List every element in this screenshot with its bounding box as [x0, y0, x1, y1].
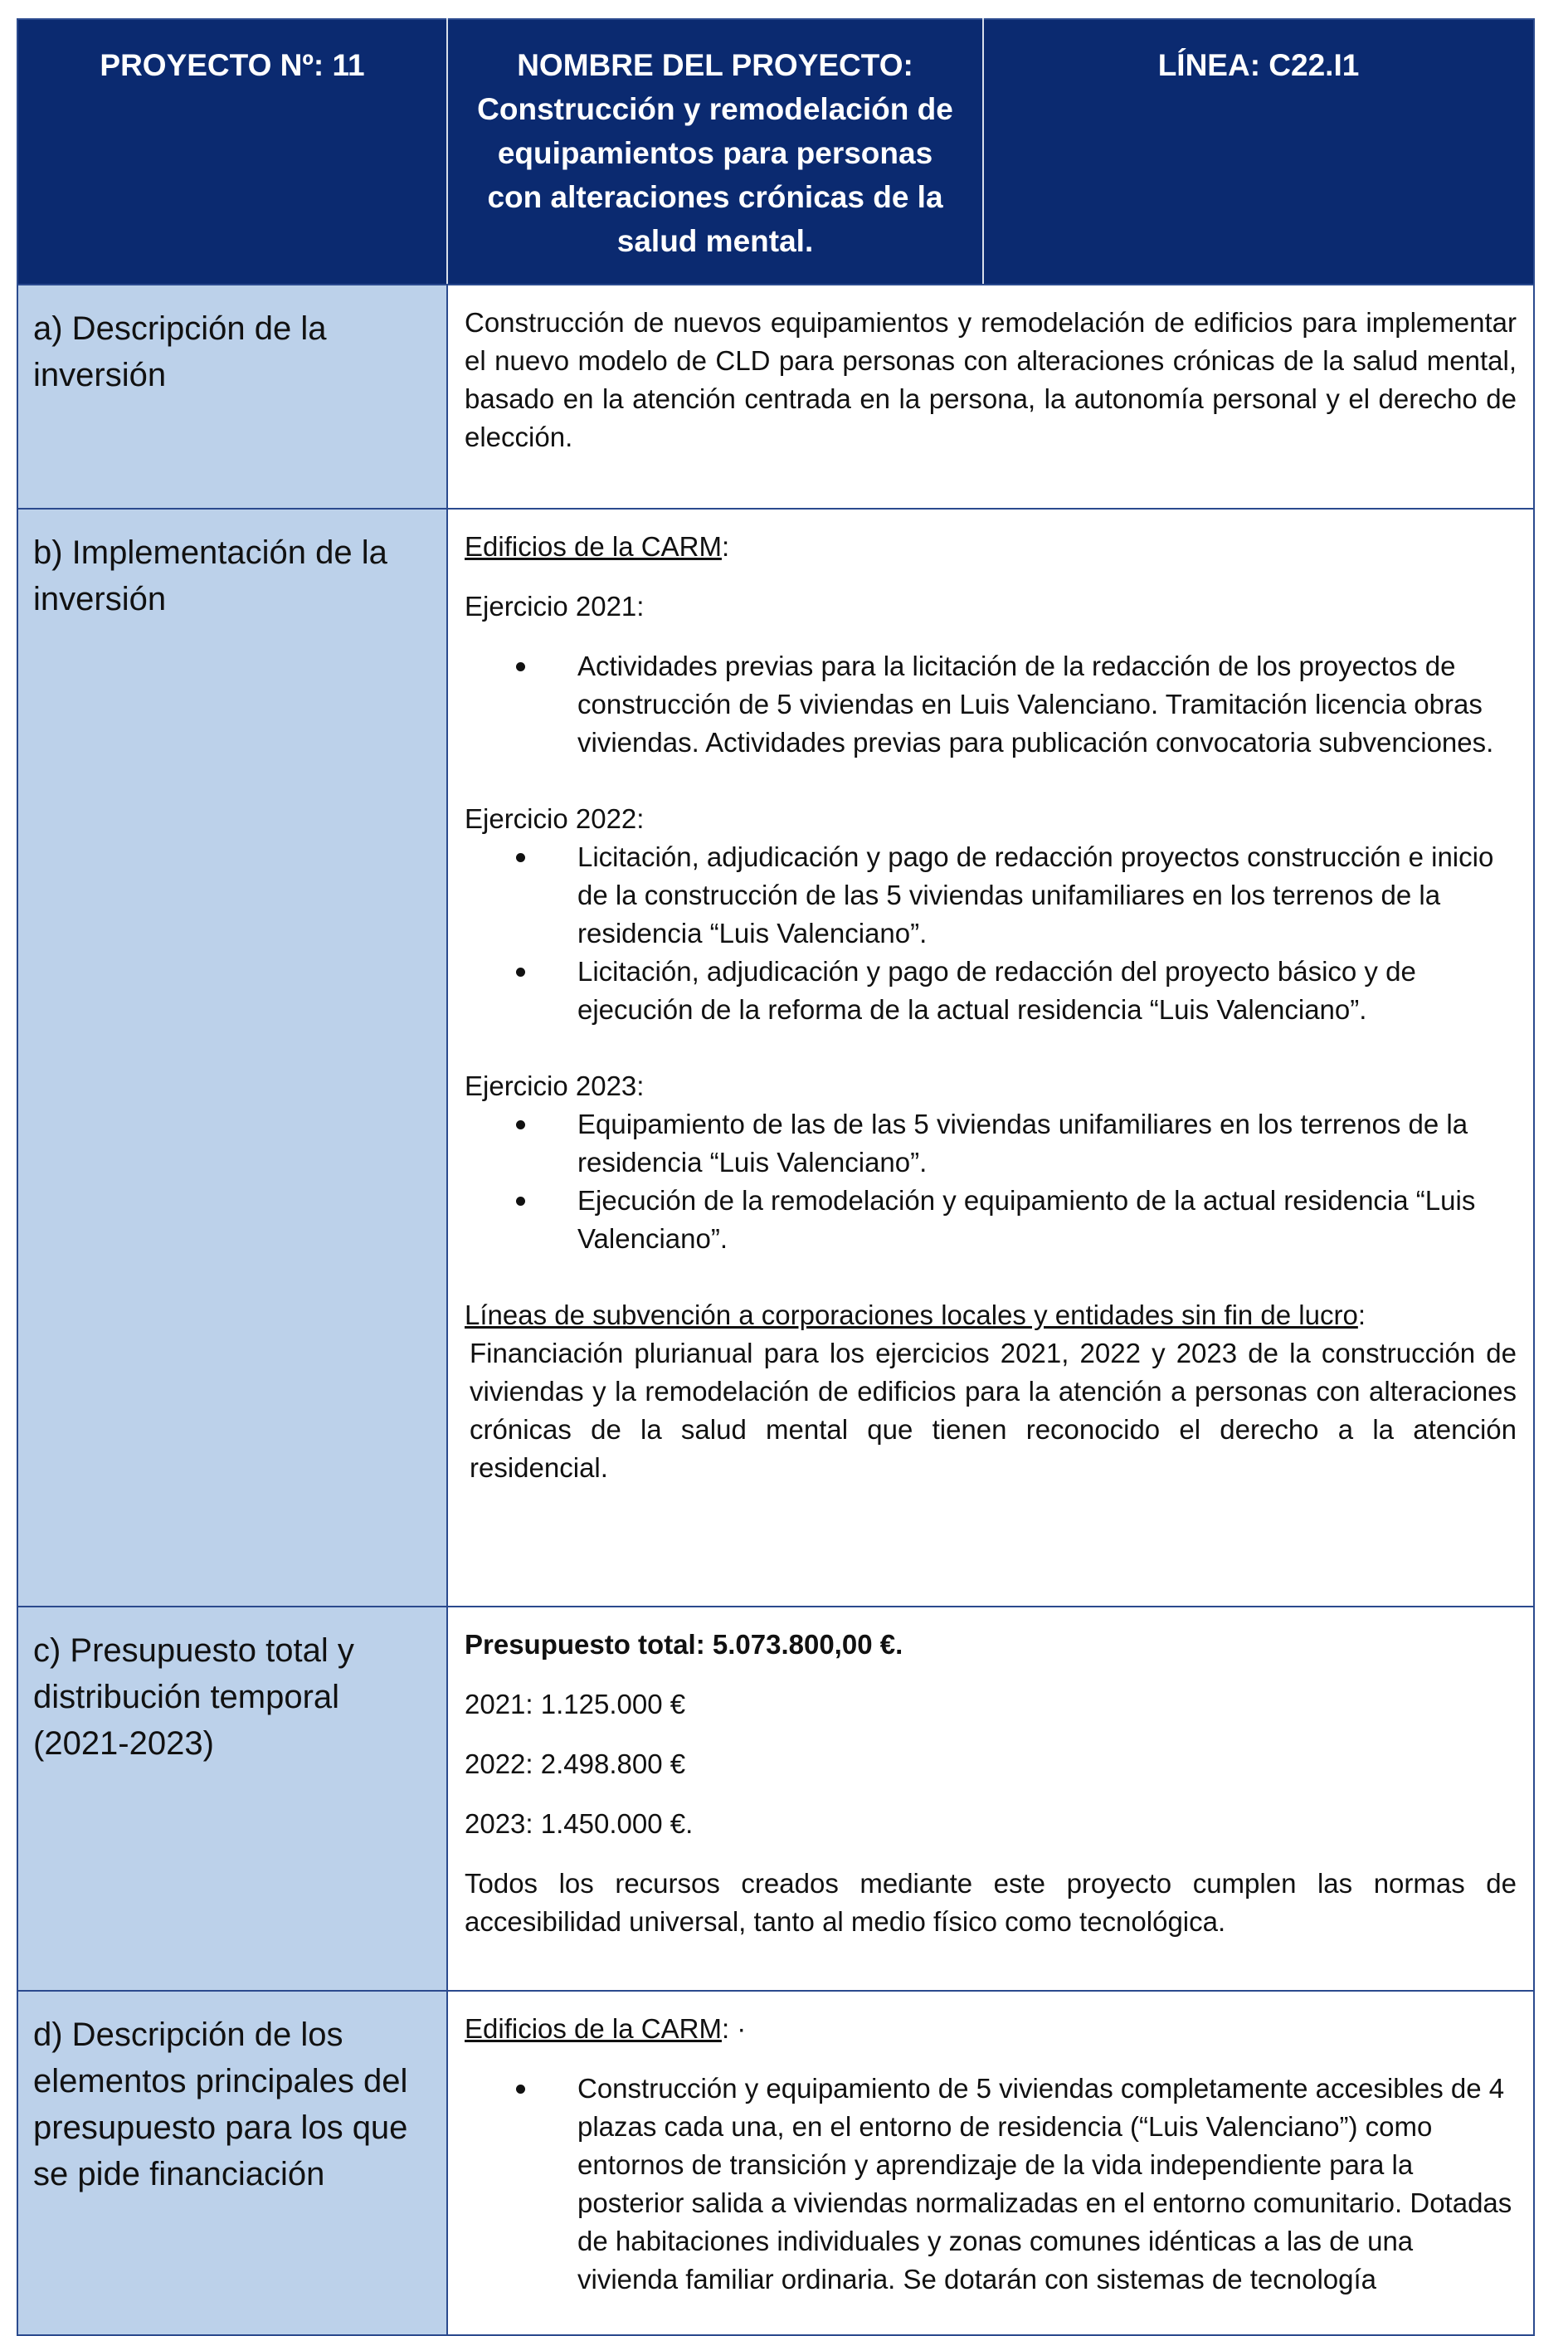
line-code: LÍNEA: C22.I1 [1157, 48, 1360, 82]
list-item: Ejecución de la remodelación y equipamiento de la actual residencia “Luis Valenciano”. [465, 1182, 1517, 1258]
project-name-label: NOMBRE DEL PROYECTO: [517, 48, 913, 82]
list-item: Licitación, adjudicación y pago de redacción del proyecto básico y de ejecución de la reforma de la actual residencia “Luis Valenciano”. [465, 953, 1517, 1029]
subsidy-text: Financiación plurianual para los ejercicios 2021, 2022 y 2023 de la construcción de viviendas y la remodelación de edificios para la atención a personas con alteraciones crónicas de la salud mental que tienen reconocido el derecho a la atención residencial. [470, 1338, 1517, 1483]
carm-colon: : [721, 531, 730, 562]
subsidy-heading-line [465, 1296, 1517, 1334]
project-number: PROYECTO Nº: 11 [100, 48, 365, 82]
carm-heading-d: Edificios de la CARM [465, 2013, 722, 2044]
label-description: a) Descripción de la inversión [17, 285, 447, 509]
document-page [17, 18, 1533, 2336]
carm-heading-line [465, 528, 1517, 566]
description-text: Construcción de nuevos equipamientos y remodelación de edificios para implementar el nuevo modelo de CLD para personas con alteraciones crónicas de la salud mental, basado en la atención centrada en la persona, la autonomía personal y el derecho de elección. [465, 307, 1517, 452]
bullet-icon [516, 968, 525, 977]
content-budget [447, 1607, 1534, 1991]
year-2023-heading: Ejercicio 2023: [465, 1070, 645, 1101]
line-cell [983, 19, 1534, 285]
carm-heading: Edificios de la CARM [465, 531, 722, 562]
year-2021-heading: Ejercicio 2021: [465, 591, 645, 622]
budget-total: Presupuesto total: 5.073.800,00 €. [465, 1629, 903, 1660]
budget-note: Todos los recursos creados mediante este proyecto cumplen las normas de accesibilidad universal, tanto al medio físico como tecnológica. [465, 1868, 1517, 1937]
budget-2021: 2021: 1.125.000 € [465, 1689, 686, 1719]
carm-heading-line-d [465, 2010, 1517, 2048]
bullet-icon [516, 1120, 525, 1129]
project-name: Construcción y remodelación de equipamientos para personas con alteraciones crónicas de la salud mental. [477, 92, 953, 258]
content-implementation [447, 509, 1534, 1607]
list-item: Construcción y equipamiento de 5 viviendas completamente accesibles de 4 plazas cada una, en el entorno de residencia (“Luis Valenciano”) como entornos de transición y aprendizaje de la vida independiente para la posterior salida a viviendas normalizadas en el entorno comunitario. Dotadas de habitaciones individuales y zonas comunes idénticas a las de una vivienda familiar ordinaria. Se dotarán con sistemas de tecnología [465, 2070, 1517, 2299]
list-item: Equipamiento de las de las 5 viviendas unifamiliares en los terrenos de la residencia “Luis Valenciano”. [465, 1105, 1517, 1182]
bullet-icon [516, 662, 525, 671]
main-elements-clip [465, 2010, 1517, 2304]
main-elements-list [465, 2070, 1517, 2299]
header-row [17, 19, 1534, 285]
row-description [17, 285, 1534, 509]
bullet-icon [516, 2085, 525, 2094]
content-main-elements [447, 1991, 1534, 2335]
list-item: Actividades previas para la licitación de la redacción de los proyectos de construcción de 5 viviendas en Luis Valenciano. Tramitación licencia obras viviendas. Actividades previas para publicación convocatoria subvenciones. [465, 647, 1517, 762]
bullet-icon [516, 1197, 525, 1206]
row-main-elements [17, 1991, 1534, 2335]
year-2022-list [465, 838, 1517, 1029]
label-implementation: b) Implementación de la inversión [17, 509, 447, 1607]
row-implementation [17, 509, 1534, 1607]
budget-2023: 2023: 1.450.000 €. [465, 1808, 694, 1839]
year-2022-heading: Ejercicio 2022: [465, 803, 645, 834]
carm-colon-d: : · [721, 2013, 747, 2044]
project-table [17, 18, 1535, 2336]
list-item: Licitación, adjudicación y pago de redacción proyectos construcción e inicio de la construcción de las 5 viviendas unifamiliares en los terrenos de la residencia “Luis Valenciano”. [465, 838, 1517, 953]
label-main-elements: d) Descripción de los elementos principales del presupuesto para los que se pide financiación [17, 1991, 447, 2335]
label-budget: c) Presupuesto total y distribución temporal (2021-2023) [17, 1607, 447, 1991]
budget-2022: 2022: 2.498.800 € [465, 1748, 686, 1779]
year-2021-list [465, 647, 1517, 762]
project-number-cell [17, 19, 447, 285]
year-2023-list [465, 1105, 1517, 1258]
bullet-icon [516, 853, 525, 862]
content-description [447, 285, 1534, 509]
subsidy-colon: : [1357, 1300, 1366, 1330]
subsidy-heading: Líneas de subvención a corporaciones locales y entidades sin fin de lucro [465, 1300, 1358, 1330]
row-budget [17, 1607, 1534, 1991]
project-name-cell [447, 19, 983, 285]
